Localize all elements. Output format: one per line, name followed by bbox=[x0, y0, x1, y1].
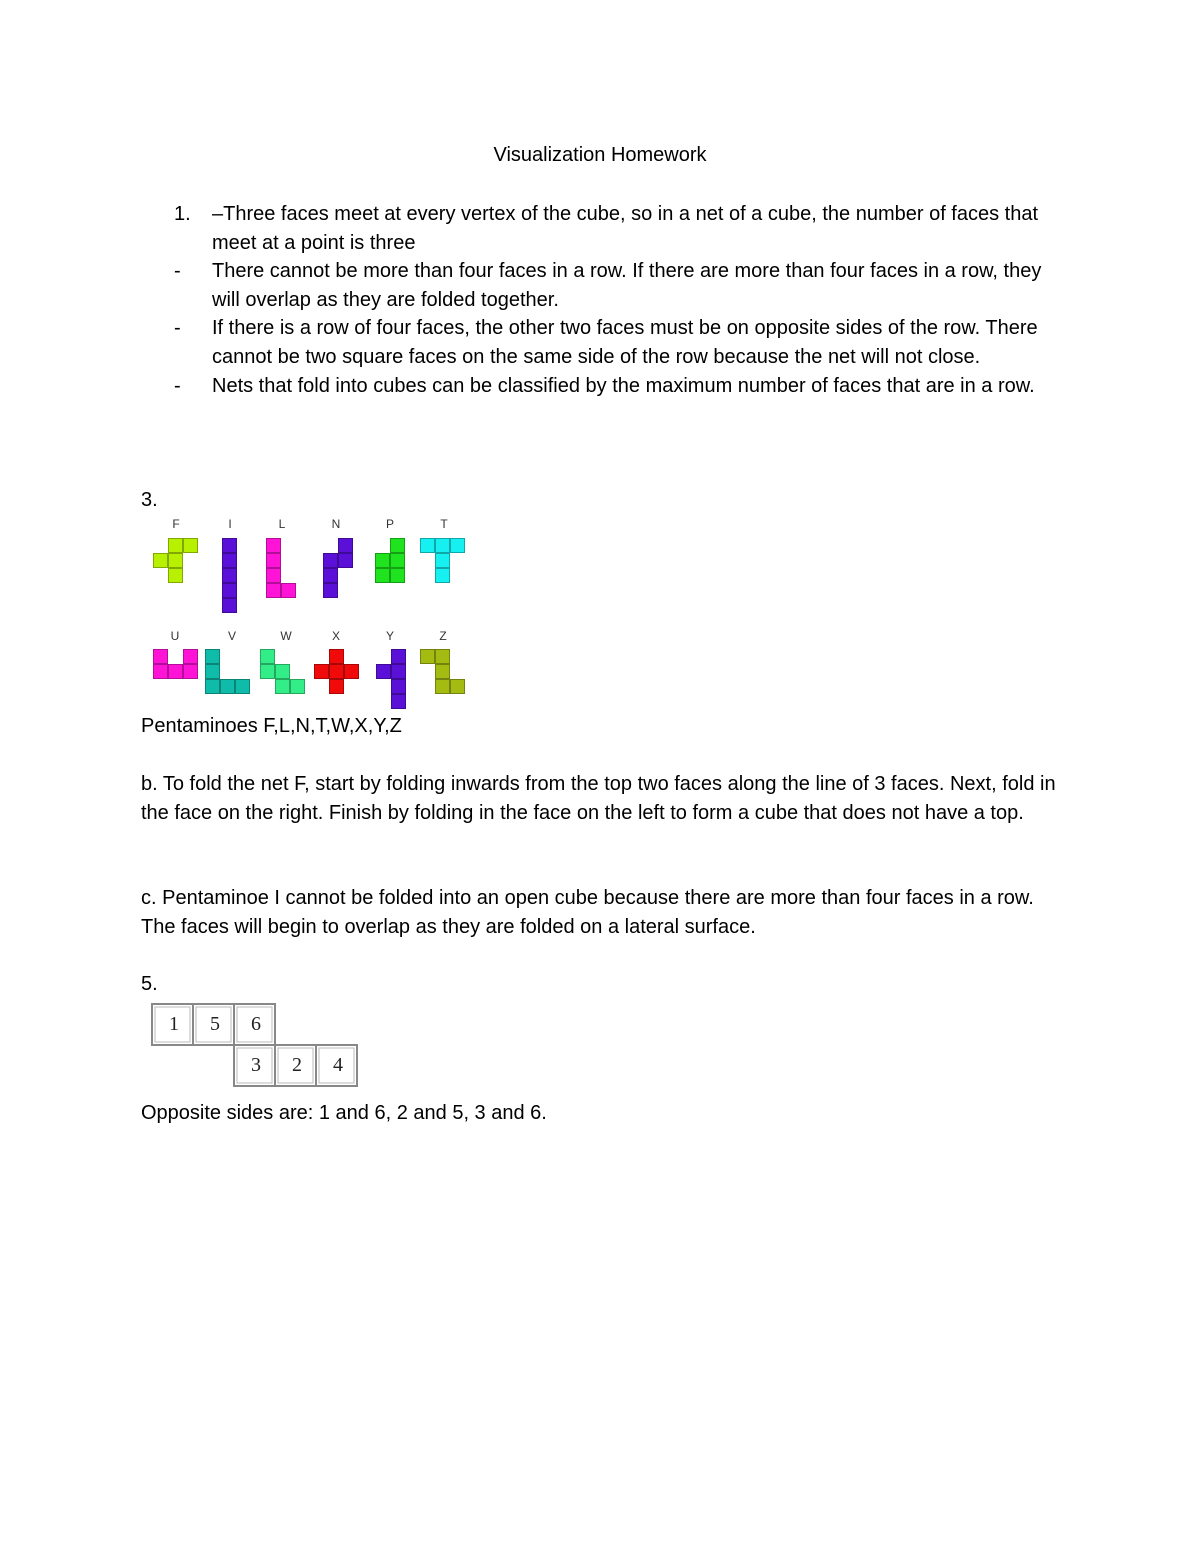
list-marker: - bbox=[174, 260, 181, 283]
list-marker: 1. bbox=[174, 203, 191, 225]
pentomino-cell bbox=[339, 539, 353, 553]
pentomino-cell bbox=[421, 539, 435, 553]
pentomino-cell bbox=[154, 554, 168, 568]
net-number: 6 bbox=[251, 1013, 261, 1035]
pentomino-i bbox=[223, 539, 237, 613]
pentomino-cell bbox=[436, 665, 450, 679]
pentomino-cell bbox=[154, 650, 168, 664]
pentomino-cell bbox=[223, 569, 237, 583]
pentomino-cell bbox=[330, 665, 344, 679]
pentomino-cell bbox=[392, 680, 406, 694]
pentomino-cell bbox=[206, 665, 220, 679]
pentomino-cell bbox=[223, 554, 237, 568]
pentomino-cell bbox=[206, 680, 220, 694]
pentomino-cell bbox=[267, 539, 281, 553]
pentomino-cell bbox=[184, 650, 198, 664]
pentomino-label: X bbox=[331, 629, 341, 643]
opposite-sides-text: Opposite sides are: 1 and 6, 2 and 5, 3 and 6. bbox=[141, 1102, 547, 1124]
list-item bbox=[141, 314, 1071, 371]
pentomino-label: T bbox=[440, 517, 448, 531]
net-square bbox=[234, 1004, 275, 1045]
pentomino-figure bbox=[148, 516, 474, 716]
pentomino-cell bbox=[169, 569, 183, 583]
part-b-text: b. To fold the net F, start by folding inwards from the top two faces along the line of 3 faces. Next, fold in the face on the right. Finish by folding in the face on the left to form a cube that does not have a top. bbox=[141, 773, 1056, 824]
list-item-text: There cannot be more than four faces in a row. If there are more than four faces in a row, they will overlap as they are folded together. bbox=[212, 260, 1042, 311]
pentomino-label: F bbox=[172, 517, 180, 531]
pentomino-z bbox=[421, 650, 465, 694]
pentomino-cell bbox=[392, 650, 406, 664]
document-title: Visualization Homework bbox=[493, 144, 707, 166]
pentomino-label: U bbox=[170, 629, 180, 643]
pentomino-cell bbox=[276, 665, 290, 679]
list-item-text: Nets that fold into cubes can be classified by the maximum number of faces that are in a row. bbox=[212, 374, 1035, 397]
pentomino-cell bbox=[261, 665, 275, 679]
net-square bbox=[316, 1045, 357, 1086]
net-square bbox=[193, 1004, 234, 1045]
pentomino-label: W bbox=[280, 629, 292, 643]
pentomino-cell bbox=[436, 650, 450, 664]
pentomino-cell bbox=[339, 554, 353, 568]
pentomino-label: V bbox=[227, 629, 237, 643]
pentomino-label: P bbox=[385, 517, 395, 531]
pentomino-cell bbox=[169, 554, 183, 568]
cube-net-figure bbox=[150, 1002, 362, 1092]
pentomino-label: Y bbox=[385, 629, 395, 643]
net-number: 4 bbox=[333, 1054, 343, 1076]
pentomino-cell bbox=[436, 539, 450, 553]
pentomino-cell bbox=[436, 554, 450, 568]
pentomino-cell bbox=[345, 665, 359, 679]
pentomino-cell bbox=[291, 680, 305, 694]
pentomino-cell bbox=[223, 599, 237, 613]
q3-heading: 3. bbox=[141, 489, 158, 511]
part-c-text: c. Pentaminoe I cannot be folded into an open cube because there are more than four faces in a row. The faces will begin to overlap as they are folded on a lateral surface. bbox=[141, 887, 1034, 938]
pentaminoes-answer: Pentaminoes F,L,N,T,W,X,Y,Z bbox=[141, 715, 402, 737]
net-number: 5 bbox=[210, 1013, 220, 1035]
pentomino-v bbox=[206, 650, 250, 694]
pentomino-cell bbox=[391, 554, 405, 568]
pentomino-cell bbox=[267, 569, 281, 583]
pentomino-w bbox=[261, 650, 305, 694]
pentomino-label: N bbox=[331, 517, 341, 531]
list-item bbox=[141, 257, 1071, 314]
pentomino-cell bbox=[391, 569, 405, 583]
pentomino-cell bbox=[324, 554, 338, 568]
pentomino-cell bbox=[169, 539, 183, 553]
pentomino-p bbox=[376, 539, 405, 583]
list-item bbox=[141, 200, 1071, 257]
q1-list bbox=[141, 200, 1071, 400]
net-square bbox=[152, 1004, 193, 1045]
pentomino-cell bbox=[376, 569, 390, 583]
pentomino-label: I bbox=[228, 517, 232, 531]
list-marker: - bbox=[174, 317, 181, 340]
pentomino-cell bbox=[223, 584, 237, 598]
pentomino-cell bbox=[223, 539, 237, 553]
pentomino-cell bbox=[451, 680, 465, 694]
pentomino-cell bbox=[221, 680, 235, 694]
pentomino-cell bbox=[392, 695, 406, 709]
pentomino-cell bbox=[391, 539, 405, 553]
net-number: 2 bbox=[292, 1054, 302, 1076]
pentomino-l bbox=[267, 539, 296, 598]
list-item-text: –Three faces meet at every vertex of the cube, so in a net of a cube, the number of faces that meet at a point is three bbox=[212, 203, 1039, 254]
pentomino-cell bbox=[236, 680, 250, 694]
pentomino-label: Z bbox=[439, 629, 447, 643]
pentomino-cell bbox=[184, 665, 198, 679]
pentomino-cell bbox=[324, 584, 338, 598]
q5-heading: 5. bbox=[141, 973, 158, 995]
pentomino-y bbox=[377, 650, 406, 709]
net-number: 3 bbox=[251, 1054, 261, 1076]
pentomino-cell bbox=[261, 650, 275, 664]
net-square bbox=[275, 1045, 316, 1086]
pentomino-cell bbox=[330, 650, 344, 664]
pentomino-cell bbox=[206, 650, 220, 664]
list-item-text: If there is a row of four faces, the other two faces must be on opposite sides of the row. There cannot be two square faces on the same side of the row because the net will not close. bbox=[212, 317, 1038, 368]
list-marker: - bbox=[174, 374, 181, 397]
pentomino-cell bbox=[267, 554, 281, 568]
net-number: 1 bbox=[169, 1013, 179, 1035]
pentomino-cell bbox=[324, 569, 338, 583]
pentomino-cell bbox=[436, 680, 450, 694]
net-square bbox=[234, 1045, 275, 1086]
pentomino-u bbox=[154, 650, 198, 679]
pentomino-cell bbox=[315, 665, 329, 679]
pentomino-cell bbox=[421, 650, 435, 664]
pentomino-x bbox=[315, 650, 359, 694]
pentomino-f bbox=[154, 539, 198, 583]
pentomino-n bbox=[324, 539, 353, 598]
pentomino-cell bbox=[451, 539, 465, 553]
pentomino-cell bbox=[184, 539, 198, 553]
pentomino-cell bbox=[436, 569, 450, 583]
pentomino-cell bbox=[330, 680, 344, 694]
pentomino-cell bbox=[282, 584, 296, 598]
pentomino-cell bbox=[154, 665, 168, 679]
pentomino-cell bbox=[267, 584, 281, 598]
pentomino-label: L bbox=[278, 517, 286, 531]
pentomino-cell bbox=[376, 554, 390, 568]
list-item bbox=[141, 372, 1071, 401]
pentomino-t bbox=[421, 539, 465, 583]
pentomino-cell bbox=[392, 665, 406, 679]
pentomino-cell bbox=[169, 665, 183, 679]
pentomino-cell bbox=[377, 665, 391, 679]
pentomino-cell bbox=[276, 680, 290, 694]
